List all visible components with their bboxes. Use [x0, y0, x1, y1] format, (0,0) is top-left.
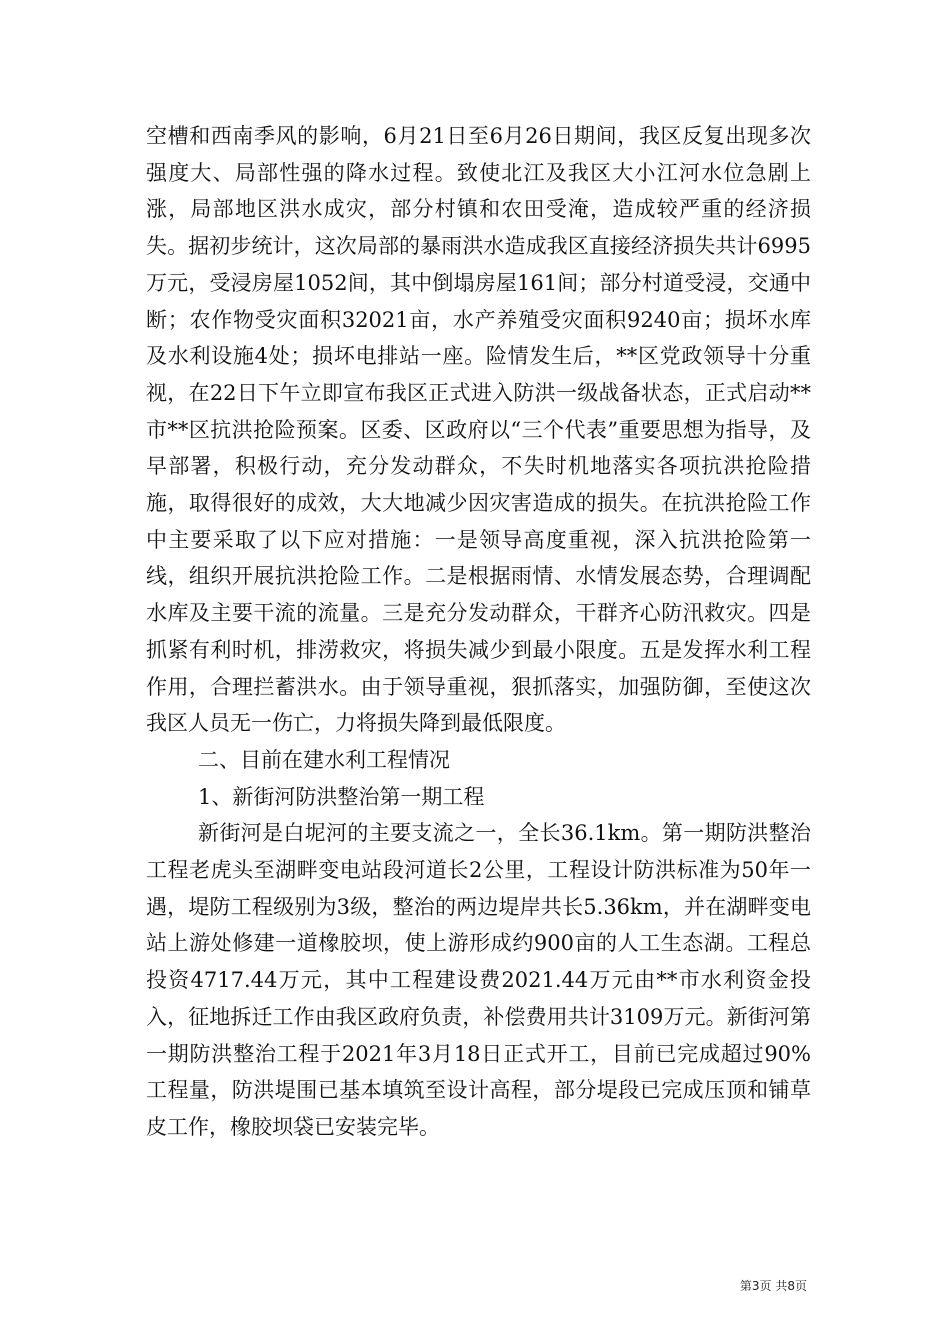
page-number: 第3页 共8页: [739, 1279, 807, 1293]
section-heading: 二、目前在建水利工程情况: [198, 747, 450, 772]
body-paragraph: 空槽和西南季风的影响，6月21日至6月26日期间，我区反复出现多次强度大、局部性强的降水过程。致使北江及我区大小江河水位急剧上涨，局部地区洪水成灾，部分村镇和农田受淹，造成较严重的经济损失。据初步统计，这次局部的暴雨洪水造成我区直接经济损失共计6995万元，受浸房屋1052间，其中倒塌房屋161间；部分村道受浸，交通中断；农作物受灾面积32021亩，水产养殖受灾面积9240亩；损坏水库及水利设施4处；损坏电排站一座。险情发生后，**区党政领导十分重视，在22日下午立即宣布我区正式进入防洪一级战备状态，正式启动**市**区抗洪抢险预案。区委、区政府以“三个代表”重要思想为指导，及早部署，积极行动，充分发动群众，不失时机地落实各项抗洪抢险措施，取得很好的成效，大大地减少因灾害造成的损失。在抗洪抢险工作中主要采取了以下应对措施：一是领导高度重视，深入抗洪抢险第一线，组织开展抗洪抢险工作。二是根据雨情、水情发展态势，合理调配水库及主要干流的流量。三是充分发动群众，干群齐心防汛救灾。四是抓紧有利时机，排涝救灾，将损失减少到最小限度。五是发挥水利工程作用，合理拦蓄洪水。由于领导重视，狠抓落实，加强防御，至使这次我区人员无一伤亡，力将损失降到最低限度。: [146, 124, 811, 736]
body-paragraph: 新街河是白坭河的主要支流之一，全长36.1km。第一期防洪整治工程老虎头至湖畔变电站段河道长2公里，工程设计防洪标准为50年一遇，堤防工程级别为3级，整治的两边堤岸共长5.36km，并在湖畔变电站上游处修建一道橡胶坝，使上游形成约900亩的人工生态湖。工程总投资4717.44万元，其中工程建设费2021.44万元由**市水利资金投入，征地拆迁工作由我区政府负责，补偿费用共计3109万元。新街河第一期防洪整治工程于2021年3月18日正式开工，目前已完成超过90%工程量，防洪堤围已基本填筑至设计高程，部分堤段已完成压顶和铺草皮工作，橡胶坝袋已安装完毕。: [146, 821, 811, 1139]
subsection-heading: 1、新街河防洪整治第一期工程: [198, 784, 485, 809]
document-body: [146, 118, 811, 1146]
